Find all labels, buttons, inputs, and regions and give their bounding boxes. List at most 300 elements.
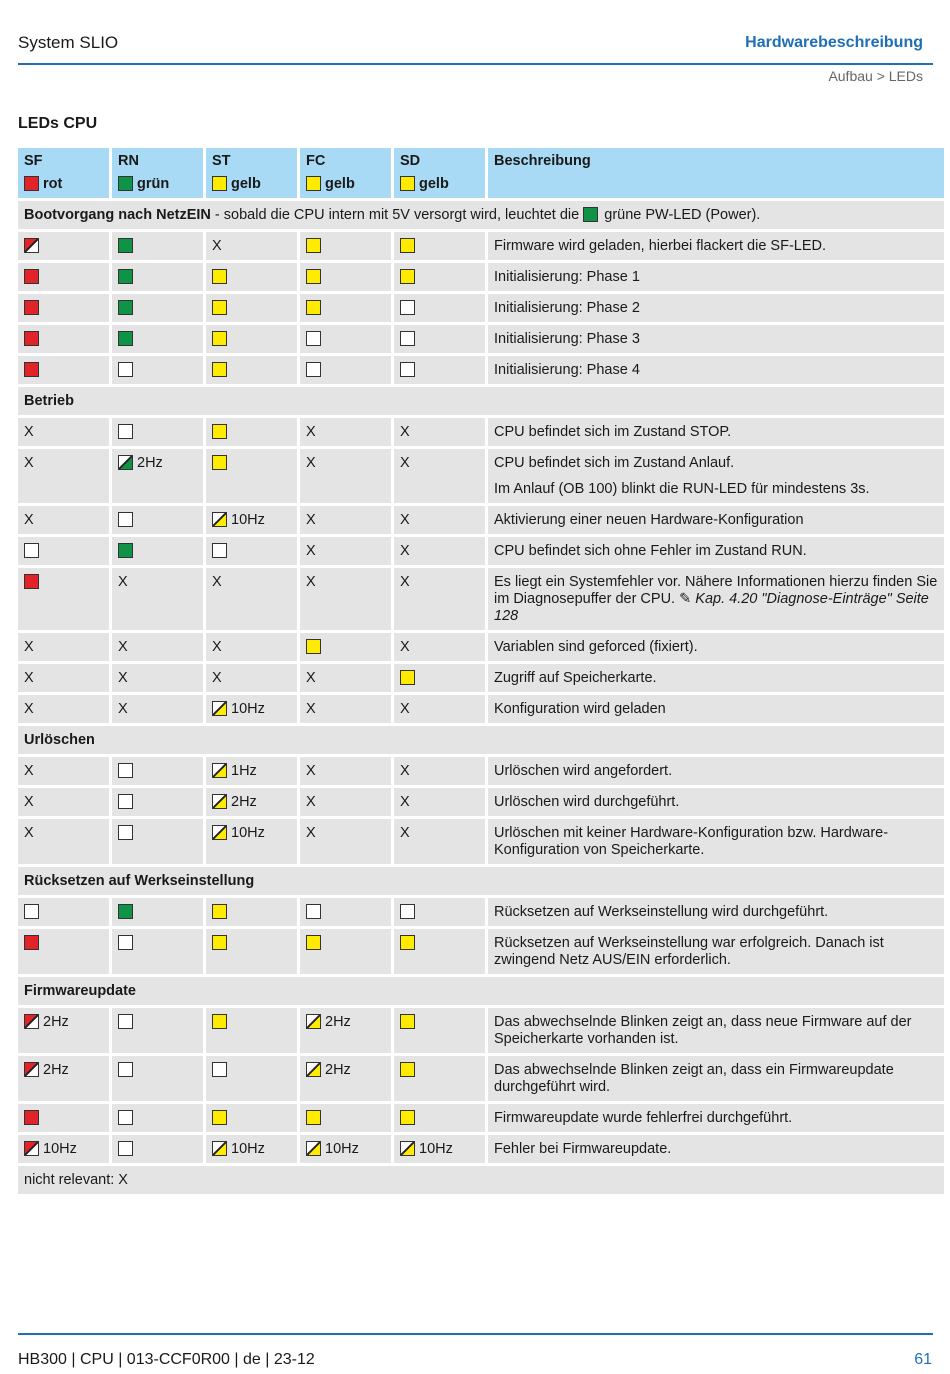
led-blink-red-icon xyxy=(24,1062,39,1077)
blink-frequency: 2Hz xyxy=(43,1062,69,1078)
led-cell-rn xyxy=(112,664,203,692)
led-off-icon xyxy=(306,362,321,377)
led-yellow-icon xyxy=(212,269,227,284)
led-cell-sd xyxy=(394,232,485,260)
column-header-label: RN xyxy=(118,153,139,169)
led-yellow-icon xyxy=(306,935,321,950)
not-relevant-mark: X xyxy=(400,424,410,440)
led-blink-red-icon xyxy=(24,1014,39,1029)
led-cell-rn xyxy=(112,356,203,384)
led-green-icon xyxy=(118,331,133,346)
led-green-icon xyxy=(118,238,133,253)
section-row xyxy=(18,977,944,1005)
led-yellow-icon xyxy=(306,269,321,284)
led-cell-sf xyxy=(18,898,109,926)
led-cell-rn xyxy=(112,325,203,353)
description-text: Initialisierung: Phase 1 xyxy=(494,269,640,285)
blink-frequency: 10Hz xyxy=(231,1141,265,1157)
led-green-icon xyxy=(118,543,133,558)
blink-frequency: 2Hz xyxy=(325,1062,351,1078)
table-row xyxy=(18,294,944,322)
table-row xyxy=(18,929,944,974)
not-relevant-mark: X xyxy=(306,825,316,841)
description-cell xyxy=(488,449,944,503)
not-relevant-mark: X xyxy=(306,794,316,810)
led-yellow-icon xyxy=(400,176,415,191)
led-cell-sf xyxy=(18,788,109,816)
led-cell-rn xyxy=(112,537,203,565)
led-cell-rn xyxy=(112,819,203,864)
led-yellow-icon xyxy=(306,639,321,654)
not-relevant-mark: X xyxy=(306,455,316,471)
led-green-icon xyxy=(583,207,598,222)
led-cell-rn xyxy=(112,1135,203,1163)
not-relevant-mark: X xyxy=(118,574,128,590)
description-cell xyxy=(488,418,944,446)
description-text: Initialisierung: Phase 4 xyxy=(494,362,640,378)
description-text: Urlöschen mit keiner Hardware-Konfiguration bzw. Hardware-Konfiguration von Speicherkarte. xyxy=(494,825,889,858)
not-relevant-mark: X xyxy=(400,763,410,779)
led-off-icon xyxy=(212,543,227,558)
led-off-icon xyxy=(400,904,415,919)
led-red-icon xyxy=(24,176,39,191)
led-cell-fc xyxy=(300,1135,391,1163)
column-header-label: Beschreibung xyxy=(494,153,591,169)
led-cell-fc xyxy=(300,568,391,630)
header-title: System SLIO xyxy=(18,33,119,52)
page-number: 61 xyxy=(914,1351,932,1368)
description-cell xyxy=(488,1104,944,1132)
column-color-label: gelb xyxy=(419,176,449,192)
description-cell xyxy=(488,788,944,816)
led-cell-st xyxy=(206,929,297,974)
led-cell-sd xyxy=(394,1056,485,1101)
led-cell-fc xyxy=(300,788,391,816)
led-blink-green-icon xyxy=(118,455,133,470)
led-cell-st xyxy=(206,898,297,926)
led-cell-rn xyxy=(112,757,203,785)
not-relevant-mark: X xyxy=(24,512,34,528)
led-cell-st xyxy=(206,1056,297,1101)
led-cell-sf xyxy=(18,1104,109,1132)
table-row xyxy=(18,449,944,503)
led-off-icon xyxy=(118,1141,133,1156)
led-cell-rn xyxy=(112,1008,203,1053)
led-yellow-icon xyxy=(212,176,227,191)
description-text: CPU befindet sich ohne Fehler im Zustand RUN. xyxy=(494,543,807,559)
description-text: Rücksetzen auf Werkseinstellung wird durchgeführt. xyxy=(494,904,829,920)
table-row xyxy=(18,1135,944,1163)
led-cell-st xyxy=(206,695,297,723)
led-off-icon xyxy=(24,543,39,558)
not-relevant-mark: X xyxy=(212,639,222,655)
led-yellow-icon xyxy=(306,238,321,253)
footer-doc-id: HB300 | CPU | 013-CCF0R00 | de | 23-12 xyxy=(18,1351,315,1368)
led-red-icon xyxy=(24,331,39,346)
led-off-icon xyxy=(118,1110,133,1125)
led-cell-sd xyxy=(394,757,485,785)
led-cell-sf xyxy=(18,232,109,260)
not-relevant-mark: X xyxy=(212,574,222,590)
led-off-icon xyxy=(118,794,133,809)
led-cell-st xyxy=(206,232,297,260)
column-header-rn xyxy=(112,148,203,198)
not-relevant-mark: X xyxy=(306,701,316,717)
led-cell-fc xyxy=(300,757,391,785)
blink-frequency: 1Hz xyxy=(231,763,257,779)
description-cell xyxy=(488,633,944,661)
description-cell xyxy=(488,568,944,630)
led-blink-yellow-icon xyxy=(212,512,227,527)
column-header-label: ST xyxy=(212,153,231,169)
led-yellow-icon xyxy=(212,455,227,470)
description-text: Firmware wird geladen, hierbei flackert die SF-LED. xyxy=(494,238,827,254)
led-cell-rn xyxy=(112,1104,203,1132)
led-cell-fc xyxy=(300,929,391,974)
led-cell-fc xyxy=(300,633,391,661)
description-text: Initialisierung: Phase 2 xyxy=(494,300,640,316)
led-green-icon xyxy=(118,904,133,919)
description-text: Das abwechselnde Blinken zeigt an, dass neue Firmware auf der Speicherkarte vorhanden ist. xyxy=(494,1014,912,1047)
led-cell-rn xyxy=(112,449,203,503)
led-red-icon xyxy=(24,574,39,589)
not-relevant-mark: X xyxy=(24,424,34,440)
description-text: Initialisierung: Phase 3 xyxy=(494,331,640,347)
led-cell-sf xyxy=(18,568,109,630)
led-cell-rn xyxy=(112,568,203,630)
table-row xyxy=(18,232,944,260)
description-text: Es liegt ein Systemfehler vor. Nähere Informationen hierzu finden Sie im Diagnosepuffer der CPU. xyxy=(494,574,938,607)
blink-frequency: 10Hz xyxy=(231,825,265,841)
not-relevant-mark: X xyxy=(400,543,410,559)
blink-frequency: 2Hz xyxy=(43,1014,69,1030)
led-cell-sf xyxy=(18,633,109,661)
led-cell-sd xyxy=(394,695,485,723)
footnote: nicht relevant: X xyxy=(18,1166,944,1194)
boot-section-text: - sobald die CPU intern mit 5V versorgt wird, leuchtet die xyxy=(210,207,584,223)
table-row xyxy=(18,418,944,446)
not-relevant-mark: X xyxy=(400,701,410,717)
section-row xyxy=(18,387,944,415)
table-row xyxy=(18,664,944,692)
led-yellow-icon xyxy=(212,935,227,950)
led-cell-sd xyxy=(394,263,485,291)
not-relevant-mark: X xyxy=(118,670,128,686)
not-relevant-mark: X xyxy=(306,763,316,779)
description-text: Urlöschen wird durchgeführt. xyxy=(494,794,680,810)
led-red-icon xyxy=(24,935,39,950)
led-cell-sf xyxy=(18,664,109,692)
table-row xyxy=(18,1104,944,1132)
description-cell xyxy=(488,757,944,785)
description-text: Fehler bei Firmwareupdate. xyxy=(494,1141,672,1157)
table-row xyxy=(18,633,944,661)
led-cell-st xyxy=(206,1135,297,1163)
led-cell-fc xyxy=(300,449,391,503)
led-blink-yellow-icon xyxy=(212,763,227,778)
led-cell-sf xyxy=(18,418,109,446)
led-yellow-icon xyxy=(212,362,227,377)
not-relevant-mark: X xyxy=(24,639,34,655)
section-row xyxy=(18,726,944,754)
led-cell-sf xyxy=(18,929,109,974)
blink-frequency: 10Hz xyxy=(325,1141,359,1157)
led-cell-rn xyxy=(112,263,203,291)
led-cell-st xyxy=(206,664,297,692)
not-relevant-mark: X xyxy=(24,825,34,841)
led-off-icon xyxy=(118,1062,133,1077)
led-off-icon xyxy=(118,825,133,840)
led-cell-st xyxy=(206,356,297,384)
not-relevant-mark: X xyxy=(306,670,316,686)
not-relevant-mark: X xyxy=(24,701,34,717)
led-cell-sd xyxy=(394,929,485,974)
led-yellow-icon xyxy=(400,1110,415,1125)
description-cell xyxy=(488,664,944,692)
not-relevant-mark: X xyxy=(24,670,34,686)
description-cell xyxy=(488,898,944,926)
section-title-cell: Firmwareupdate xyxy=(18,977,944,1005)
led-blink-yellow-icon xyxy=(306,1014,321,1029)
description-cell xyxy=(488,263,944,291)
led-cell-fc xyxy=(300,263,391,291)
led-yellow-icon xyxy=(306,300,321,315)
led-blink-yellow-icon xyxy=(212,701,227,716)
led-table xyxy=(15,145,947,1197)
section-row xyxy=(18,867,944,895)
led-cell-sf xyxy=(18,537,109,565)
led-cell-rn xyxy=(112,232,203,260)
led-cell-fc xyxy=(300,1056,391,1101)
led-cell-sd xyxy=(394,418,485,446)
table-row xyxy=(18,506,944,534)
led-cell-st xyxy=(206,263,297,291)
led-yellow-icon xyxy=(400,935,415,950)
led-red-icon xyxy=(24,1110,39,1125)
table-row xyxy=(18,819,944,864)
not-relevant-mark: X xyxy=(400,455,410,471)
blink-frequency: 10Hz xyxy=(231,512,265,528)
led-cell-st xyxy=(206,294,297,322)
blink-frequency: 10Hz xyxy=(43,1141,77,1157)
led-off-icon xyxy=(118,1014,133,1029)
description-text: Variablen sind geforced (fixiert). xyxy=(494,639,698,655)
led-cell-rn xyxy=(112,294,203,322)
description-text: Urlöschen wird angefordert. xyxy=(494,763,673,779)
column-header-st xyxy=(206,148,297,198)
led-off-icon xyxy=(118,763,133,778)
led-cell-sf xyxy=(18,819,109,864)
led-cell-sd xyxy=(394,325,485,353)
description-cell xyxy=(488,356,944,384)
led-blink-yellow-icon xyxy=(212,825,227,840)
led-off-icon xyxy=(400,331,415,346)
reference-arrow-icon: ✎ xyxy=(679,591,692,607)
led-off-icon xyxy=(24,904,39,919)
led-cell-rn xyxy=(112,506,203,534)
led-cell-sd xyxy=(394,568,485,630)
led-cell-rn xyxy=(112,1056,203,1101)
description-cell xyxy=(488,695,944,723)
led-cell-sd xyxy=(394,819,485,864)
led-cell-fc xyxy=(300,819,391,864)
led-cell-sd xyxy=(394,1104,485,1132)
blink-frequency: 10Hz xyxy=(231,701,265,717)
led-red-icon xyxy=(24,362,39,377)
led-cell-fc xyxy=(300,898,391,926)
description-text: Rücksetzen auf Werkseinstellung war erfolgreich. Danach ist zwingend Netz AUS/EIN erforderlich. xyxy=(494,935,884,968)
led-cell-fc xyxy=(300,1104,391,1132)
table-row xyxy=(18,788,944,816)
led-off-icon xyxy=(400,362,415,377)
table-row xyxy=(18,757,944,785)
description-text-secondary: Im Anlauf (OB 100) blinkt die RUN-LED für mindestens 3s. xyxy=(494,481,870,497)
led-green-icon xyxy=(118,176,133,191)
led-cell-fc xyxy=(300,695,391,723)
not-relevant-mark: X xyxy=(24,763,34,779)
led-cell-sd xyxy=(394,664,485,692)
led-yellow-icon xyxy=(212,331,227,346)
led-red-icon xyxy=(24,269,39,284)
table-row xyxy=(18,898,944,926)
footer-divider xyxy=(18,1333,933,1335)
blink-frequency: 2Hz xyxy=(137,455,163,471)
not-relevant-mark: X xyxy=(306,512,316,528)
not-relevant-mark: X xyxy=(400,794,410,810)
description-cell xyxy=(488,232,944,260)
led-cell-sd xyxy=(394,356,485,384)
led-cell-fc xyxy=(300,1008,391,1053)
description-cell xyxy=(488,929,944,974)
led-cell-st xyxy=(206,418,297,446)
led-blink-red-icon xyxy=(24,1141,39,1156)
led-cell-st xyxy=(206,1104,297,1132)
description-text: Das abwechselnde Blinken zeigt an, dass ein Firmwareupdate durchgeführt wird. xyxy=(494,1062,894,1095)
description-cell xyxy=(488,537,944,565)
column-header-sf xyxy=(18,148,109,198)
led-table-body xyxy=(18,201,944,1194)
table-row xyxy=(18,356,944,384)
not-relevant-mark: X xyxy=(306,543,316,559)
led-cell-st xyxy=(206,449,297,503)
led-cell-st xyxy=(206,506,297,534)
led-off-icon xyxy=(400,300,415,315)
led-cell-sd xyxy=(394,1135,485,1163)
column-color-label: gelb xyxy=(325,176,355,192)
led-yellow-icon xyxy=(400,238,415,253)
led-cell-st xyxy=(206,757,297,785)
table-row xyxy=(18,568,944,630)
led-off-icon xyxy=(118,424,133,439)
led-green-icon xyxy=(118,269,133,284)
led-cell-sf xyxy=(18,294,109,322)
blink-frequency: 10Hz xyxy=(419,1141,453,1157)
section-title: LEDs CPU xyxy=(18,115,98,132)
breadcrumb: Aufbau > LEDs xyxy=(828,68,923,84)
blink-frequency: 2Hz xyxy=(325,1014,351,1030)
led-off-icon xyxy=(306,331,321,346)
column-color-label: grün xyxy=(137,176,170,192)
led-off-icon xyxy=(118,512,133,527)
led-blink-yellow-icon xyxy=(306,1141,321,1156)
led-cell-st xyxy=(206,788,297,816)
led-cell-fc xyxy=(300,294,391,322)
led-yellow-icon xyxy=(400,670,415,685)
led-cell-fc xyxy=(300,356,391,384)
led-yellow-icon xyxy=(212,424,227,439)
description-cell xyxy=(488,325,944,353)
led-cell-sf xyxy=(18,1008,109,1053)
led-cell-fc xyxy=(300,325,391,353)
led-cell-sf xyxy=(18,506,109,534)
led-cell-sd xyxy=(394,537,485,565)
blink-frequency: 2Hz xyxy=(231,794,257,810)
column-header-label: SF xyxy=(24,153,43,169)
led-yellow-icon xyxy=(400,1062,415,1077)
led-red-icon xyxy=(24,300,39,315)
led-green-icon xyxy=(118,300,133,315)
section-row-boot xyxy=(18,201,944,229)
boot-section-cell xyxy=(18,201,944,229)
not-relevant-mark: X xyxy=(400,639,410,655)
led-cell-sf xyxy=(18,695,109,723)
description-cell xyxy=(488,1008,944,1053)
footnote-row xyxy=(18,1166,944,1194)
section-title-cell: Betrieb xyxy=(18,387,944,415)
not-relevant-mark: X xyxy=(118,701,128,717)
led-cell-sd xyxy=(394,788,485,816)
led-yellow-icon xyxy=(212,1014,227,1029)
not-relevant-mark: X xyxy=(212,238,222,254)
led-cell-rn xyxy=(112,929,203,974)
led-cell-sd xyxy=(394,294,485,322)
not-relevant-mark: X xyxy=(306,424,316,440)
led-cell-sf xyxy=(18,757,109,785)
column-header-sd xyxy=(394,148,485,198)
description-cell xyxy=(488,506,944,534)
led-off-icon xyxy=(212,1062,227,1077)
led-cell-sd xyxy=(394,633,485,661)
led-cell-fc xyxy=(300,418,391,446)
led-cell-rn xyxy=(112,788,203,816)
led-cell-rn xyxy=(112,633,203,661)
table-row xyxy=(18,325,944,353)
led-cell-sf xyxy=(18,1135,109,1163)
column-header-label: SD xyxy=(400,153,421,169)
led-yellow-icon xyxy=(212,300,227,315)
led-yellow-icon xyxy=(306,1110,321,1125)
led-cell-st xyxy=(206,568,297,630)
led-cell-sd xyxy=(394,1008,485,1053)
not-relevant-mark: X xyxy=(118,639,128,655)
led-blink-yellow-icon xyxy=(400,1141,415,1156)
cross-reference-link[interactable]: Kap. 4.20 "Diagnose-Einträge" Seite 128 xyxy=(494,591,929,624)
led-cell-sf xyxy=(18,449,109,503)
led-cell-st xyxy=(206,819,297,864)
header-chapter: Hardwarebeschreibung xyxy=(745,34,923,51)
column-color-label: rot xyxy=(43,176,63,192)
description-text: CPU befindet sich im Zustand STOP. xyxy=(494,424,732,440)
led-cell-rn xyxy=(112,418,203,446)
led-cell-sd xyxy=(394,449,485,503)
description-cell xyxy=(488,1056,944,1101)
led-cell-rn xyxy=(112,898,203,926)
led-cell-st xyxy=(206,537,297,565)
led-blink-red-icon xyxy=(24,238,39,253)
not-relevant-mark: X xyxy=(400,512,410,528)
led-cell-sf xyxy=(18,356,109,384)
led-yellow-icon xyxy=(400,269,415,284)
